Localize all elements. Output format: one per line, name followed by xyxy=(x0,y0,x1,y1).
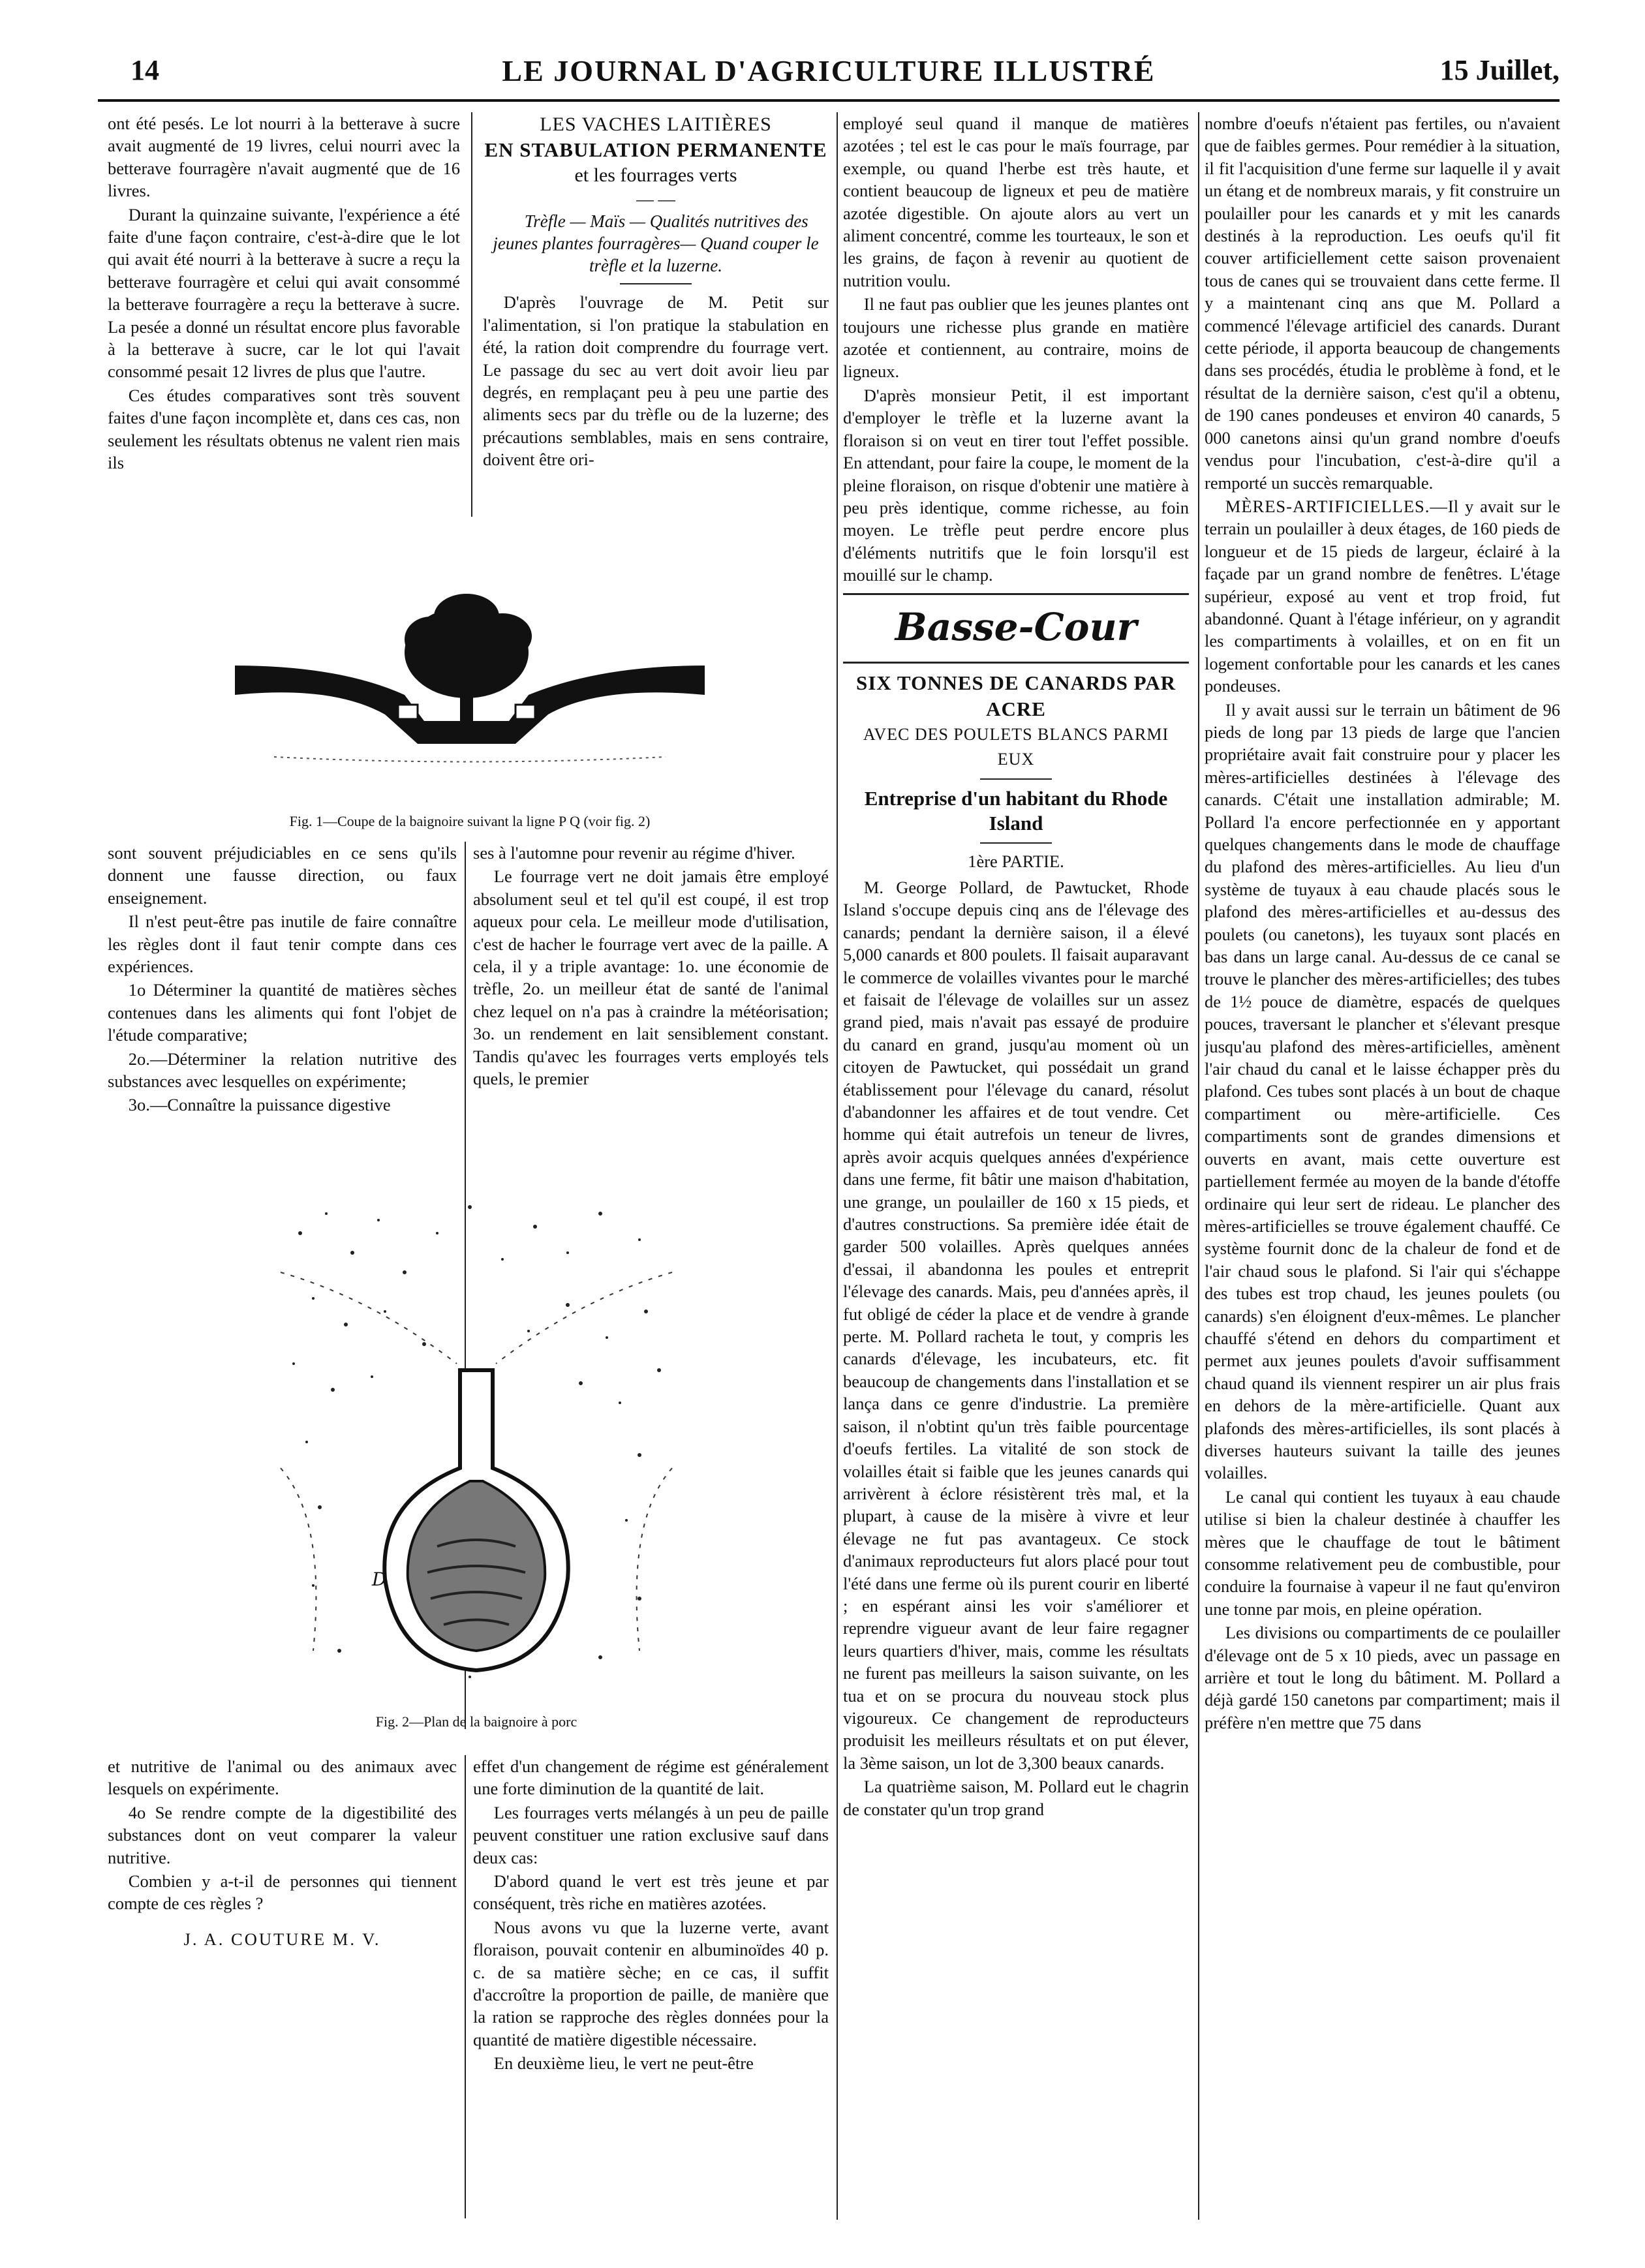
section-rule xyxy=(843,662,1189,664)
paragraph: Il y avait aussi sur le terrain un bâtiment de 96 pieds de long par 13 pieds de large que l'ancien propriétaire avait fait construire pour y placer les mères-artificielles destinées à l'élevage des canards. C'était une installation admirable; M. Pollard l'a encore perfectionnée en y apportant quelques changements dans le mode de chauffage du plafond des mères-artificielles. Au lieu d'un système de tuyaux à eau chaude placés sous le plafond des mères-artificielles et au-dessus des poulets (ou canetons), les tuyaux sont placés en bas dans un large canal. Au-dessus de ce canal se trouve le plancher des mères-artificielles; des tubes de 1½ pouce de diamètre, espacés de quelques pouces, traversant le plancher et s'élevant presque jusqu'au plafond des mères-artificielles, amènent l'air chaud du canal et le laisse échapper près du plafond. Ces tubes sont placés à un bout de chaque compartiment ou mère-artificielle. Ces compartiments sont de grandes dimensions et ouverts en avant, mais cette ouverture est partiellement fermée au moyen de la bande d'étoffe ordinaire qui leur sert de rideau. Le plancher des mères-artificielles se trouve également chauffé. Ce système fournit donc de la chaleur de fond et de l'air chaud sous le plafond. Si l'air qui s'échappe des tubes est trop chaud, les jeunes poulets (ou canards) s'en éloignent d'eux-mêmes. Le plancher chauffé s'étend en dehors du compartiment et permet aux jeunes poulets d'avoir suffisamment chaud quand ils viennent respirer un air plus frais en dehors de la mère-artificielle. Quant aux plafonds des mères-artificielles, ils sont placés à diverses hauteurs suivant la taille des jeunes volailles. xyxy=(1205,699,1560,1483)
short-rule xyxy=(980,842,1052,844)
paragraph: effet d'un changement de régime est généralement une forte diminution de la quantité de lait. xyxy=(473,1756,829,1799)
short-rule xyxy=(980,778,1052,780)
paragraph xyxy=(1205,495,1560,697)
column-rule xyxy=(471,112,472,517)
article-deck: Trèfle — Maïs — Qualités nutritives des jeunes plantes fourragères— Quand couper le trèfle et la luzerne. xyxy=(493,211,819,276)
paragraph: Il ne faut pas oublier que les jeunes plantes ont toujours une richesse plus grande en matière azotée et contiennent, au contraire, moins de ligneux. xyxy=(843,294,1189,382)
paragraph: 2o.—Déterminer la relation nutritive des substances avec lesquelles on expérimente; xyxy=(108,1049,457,1092)
article-kicker: LES VACHES LAITIÈRES xyxy=(540,114,772,135)
figure-2-bathtub-plan xyxy=(274,1194,679,1703)
paragraph: Il n'est peut-être pas inutile de faire connaître les règles dont il faut tenir compte dans ces expériences. xyxy=(108,912,457,977)
column-rule xyxy=(1198,112,1199,2220)
figure-2-caption: Fig. 2—Plan de la baignoire à porc xyxy=(375,1713,577,1730)
short-rule xyxy=(620,283,692,284)
paragraph: D'après l'ouvrage de M. Petit sur l'alimentation, si l'on pratique la stabulation en été, la ration doit comprendre du fourrage vert. Le passage du sec au vert doit avoir lieu par degrés, en remplaçant peu à peu une partie des aliments secs par du trèfle ou de la luzerne; des précautions semblables, mais en sens contraire, doivent être ori- xyxy=(483,292,829,470)
paragraph: ses à l'automne pour revenir au régime d'hiver. xyxy=(473,843,795,863)
column-2-top xyxy=(483,112,829,517)
paragraph: 4o Se rendre compte de la digestibilité des substances dont on veut comparer la valeur nutritive. xyxy=(108,1802,457,1867)
column-2-bottom xyxy=(473,1755,829,2225)
article-title: Entreprise d'un habitant du Rhode Island xyxy=(864,786,1168,835)
paragraph: D'abord quand le vert est très jeune et par conséquent, très riche en matières azotées. xyxy=(473,1871,829,1914)
page-number: 14 xyxy=(131,54,159,86)
article-subhead: et les fourrages verts xyxy=(574,164,737,186)
column-4 xyxy=(1205,112,1560,2226)
article-headline: SIX TONNES DE CANARDS PAR ACRE xyxy=(855,671,1176,720)
separator-dash: — — xyxy=(636,189,675,209)
paragraph: D'après monsieur Petit, il est important d'employer le trèfle et la luzerne avant la floraison si on veut en tirer tout l'effet possible. En attendant, pour faire la coupe, le moment de la pleine floraison, on risque d'obtenir une matière à peu près identique, comme richesse, au foin moyen. Le trèfle peut perdre encore plus d'éléments nutritifs que le foin lorsqu'il est mouillé sur le champ. xyxy=(843,385,1189,585)
paragraph: Ces études comparatives sont très souvent faites d'une façon incomplète et, dans ces cas, non seulement les résultats obtenus ne valent rien mais ils xyxy=(108,385,460,473)
section-title: Basse-Cour xyxy=(895,604,1137,649)
article-part: 1ère PARTIE. xyxy=(968,851,1064,871)
paragraph: Combien y a-t-il de personnes qui tiennent compte de ces règles ? xyxy=(108,1871,457,1914)
column-1-bottom xyxy=(108,1755,457,2225)
article-signature: J. A. COUTURE M. V. xyxy=(183,1929,381,1949)
column-1-mid xyxy=(108,842,457,1181)
paragraph: En deuxième lieu, le vert ne peut-être xyxy=(493,2053,754,2074)
section-rule xyxy=(843,593,1189,595)
paragraph: Nous avons vu que la luzerne verte, avant floraison, pouvait contenir en albuminoïdes 40 p. c. de sa matière sèche; en ce cas, il suffit d'accroître la proportion de paille, de manière que la ration se rapproche des règles données pour la quantité de matière digestible nécessaire. xyxy=(473,1917,829,2049)
paragraph: et nutritive de l'animal ou des animaux avec lesquels on expérimente. xyxy=(108,1756,457,1799)
paragraph: ont été pesés. Le lot nourri à la betterave à sucre avait augmenté de 19 livres, celui nourri avec la betterave fourragère n'avait augmenté que de 16 livres. xyxy=(108,114,460,201)
column-rule xyxy=(837,112,838,2220)
paragraph: 3o.—Connaître la puissance digestive xyxy=(128,1095,391,1115)
article-subhead: AVEC DES POULETS BLANCS PARMI EUX xyxy=(863,724,1169,769)
paragraph: sont souvent préjudiciables en ce sens qu'ils donnent une fausse direction, ou faux enseignement. xyxy=(108,843,457,908)
subsection-label: MÈRES-ARTIFICIELLES.— xyxy=(1225,496,1448,516)
paragraph: employé seul quand il manque de matières azotées ; tel est le cas pour le maïs fourrage, par exemple, ou quand l'herbe est très haute, et contient beaucoup de ligneux et peu de matière azotée digestible. On ajoute alors au vert un aliment concentré, comme les tourteaux, le son et les grains, de façon à revenir au quotient de nutrition voulu. xyxy=(843,114,1189,290)
header-rule xyxy=(98,99,1560,102)
paragraph: M. George Pollard, de Pawtucket, Rhode Island s'occupe depuis cinq ans de l'élevage des canards; pendant la dernière saison, il a élevé 5,000 canards et 800 poulets. Il faisait auparavant le commerce de volailles vivantes pour le marché et faisait de l'élevage de volailles sur un assez grand pied, mais n'avait pas essayé de produire du canard en grand, jusqu'au moment où un citoyen de Pawtucket, qui possédait un grand établissement pour l'élevage du canard, résolut d'abandonner les affaires et de tout vendre. Cet homme qui était autrefois un teneur de livres, après avoir acquis quelques années d'expérience dans une ferme, fit bâtir une maison d'habitation, une grange, un poulailler de 160 x 15 pieds, et d'autres constructions. Sa première idée était de garder 500 volailles. Après quelques années d'essai, il abandonna les poules et entreprit l'élevage des canards. Mais, peu d'années après, il fut obligé de céder la place et de vendre à grande perte. M. Pollard racheta le tout, y compris les canards d'élevage, les incubateurs, etc. fit beaucoup de changements dans l'installation et se lança dans ce genre d'industrie. La première saison, il n'obtint qu'un très faible pourcentage d'oeufs fertiles. La vitalité de son stock de volailles était si faible que les jeunes canards qui arrivèrent à éclore résistèrent très mal, et la plupart, à cause de la misère à vivre et leur élevage ne fut pas avantageux. Ce stock d'animaux reproducteurs fut alors placé pour tout l'été dans une ferme où ils purent courir en liberté ; en espérant ainsi les voir s'améliorer et reprendre vigueur avant de leur faire regagner leurs quartiers d'hiver, mais, comme les résultats ne furent pas meilleurs la saison suivante, on les tua et on se procura du nouveau stock plus vigoureux. Ce changement de reproducteurs produisit les meilleurs résultats et on put élever, la 3ème saison, un lot de 3,300 beaux canards. xyxy=(843,877,1189,1773)
figure-1-bathtub-section xyxy=(209,581,731,803)
article-headline: EN STABULATION PERMANENTE xyxy=(484,138,827,161)
paragraph: Le canal qui contient les tuyaux à eau chaude utilise si bien la chaleur destinée à chauffer les mères que le chauffage de tout le bâtiment consomme relativement peu de combustible, pour conduire la fournaise à vapeur il ne faut qu'environ une tonne par mois, en pleine opération. xyxy=(1205,1486,1560,1619)
page-header xyxy=(98,54,1560,99)
paragraph: Les fourrages verts mélangés à un peu de paille peuvent constituer une ration exclusive sauf dans deux cas: xyxy=(473,1802,829,1867)
paragraph: La quatrième saison, M. Pollard eut le chagrin de constater qu'un trop grand xyxy=(843,1777,1189,1819)
paragraph: nombre d'oeufs n'étaient pas fertiles, ou n'avaient que de faibles germes. Pour remédier à la situation, il fit l'acquisition d'une ferme sur laquelle il y avait un étang et de nombreux marais, y fit construire un poulailler pour les canards et y mit les canards destinés à la reproduction. Les oeufs qu'il fit couver artificiellement cette saison provenaient tous de canes qui se trouvaient dans cette ferme. Il y a maintenant cinq ans que M. Pollard a commencé l'élevage artificiel des canards. Durant cette période, il apporta beaucoup de changements dans ses procédés, étudia le problème à fond, et le résultat de la dernière saison, c'est qu'il a obtenu, de 190 canes pondeuses et environ 40 canards, 5 000 canetons ainsi qu'un grand nombre d'oeufs vendus pour l'incubation, c'est-à-dire qu'il a remporté un succès remarquable. xyxy=(1205,114,1560,493)
issue-date: 15 Juillet, xyxy=(1439,54,1560,86)
journal-title: LE JOURNAL D'AGRICULTURE ILLUSTRÉ xyxy=(502,54,1156,87)
paragraph: Les divisions ou compartiments de ce poulailler d'élevage ont de 5 x 10 pieds, avec un passage en arrière et tout le long du bâtiment. M. Pollard a déjà gardé 150 canetons par compartiment; mais il préfère n'en mettre que 75 dans xyxy=(1205,1623,1560,1732)
paragraph: Le fourrage vert ne doit jamais être employé absolument seul et tel qu'il est coupé, il est trop aqueux pour cela. Le meilleur mode d'utilisation, c'est de hacher le fourrage vert avec de la paille. A cela, il y a triple avantage: 1o. une économie de trèfle, 2o. un meilleur état de santé de l'animal chez lequel on n'a pas à craindre la météorisation; 3o. un rendement en lait sensiblement constant. Tandis qu'avec les fourrages verts employés tels quels, le premier xyxy=(473,866,829,1089)
figure-2-label: D xyxy=(372,1569,387,1590)
column-2-mid xyxy=(473,842,829,1181)
paragraph: 1o Déterminer la quantité de matières sèches contenues dans les aliments qui font l'objet de l'étude comparative; xyxy=(108,980,457,1045)
column-3 xyxy=(843,112,1189,2226)
column-rule xyxy=(465,1755,466,2218)
column-1-top xyxy=(108,112,460,517)
paragraph: Durant la quinzaine suivante, l'expérience a été faite d'une façon contraire, c'est-à-dire que le lot qui avait été nourri à la betterave à sucre a reçu la betterave fourragère et celui qui avait consommé la betterave fourragère a reçu la betterave à sucre. La pesée a donné un résultat encore plus favorable à la betterave à sucre, car le lot qui l'avait consommé pesait 12 livres de plus que l'autre. xyxy=(108,204,460,382)
figure-1-caption: Fig. 1—Coupe de la baignoire suivant la ligne P Q (voir fig. 2) xyxy=(289,813,651,829)
paragraph-text: Il y avait sur le terrain un poulailler à deux étages, de 160 pieds de longueur et de 15 pieds de largeur, éclairé à la façade par un grand nombre de fenêtres. L'étage supérieur, exposé au vent et trop froid, fut abandonné. Quant à l'étage inférieur, on y agrandit les compartiments à volailles, et on en fit un logement confortable pour les canards et les canes pondeuses. xyxy=(1205,496,1560,696)
